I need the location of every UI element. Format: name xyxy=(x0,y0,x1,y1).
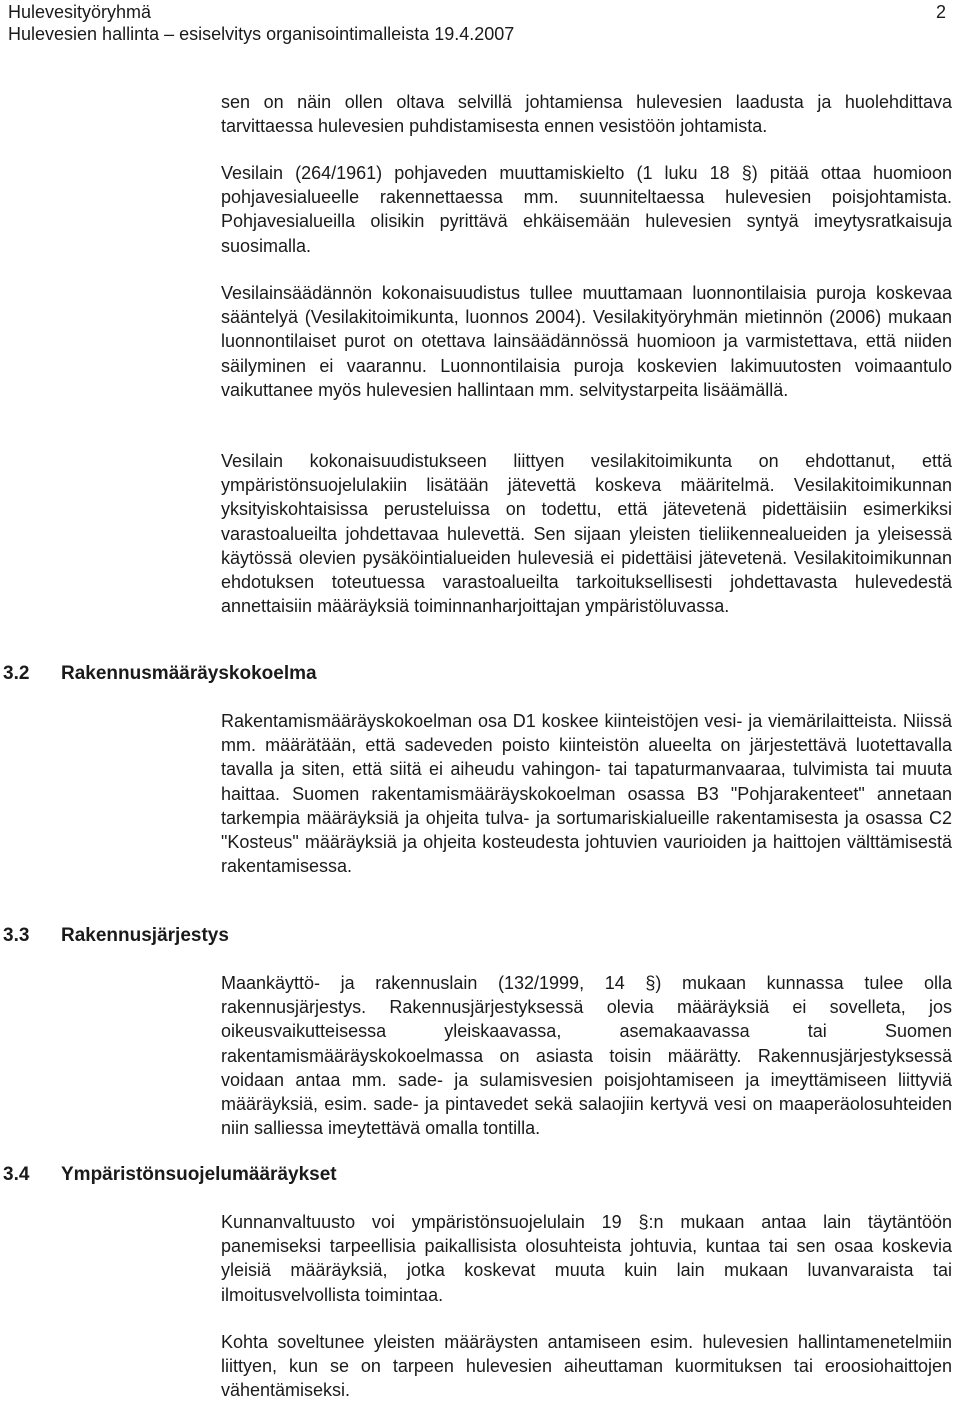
header-document-title: Hulevesien hallinta – esiselvitys organisointimalleista 19.4.2007 xyxy=(8,24,515,44)
paragraph-6: Maankäyttö- ja rakennuslain (132/1999, 14 §) mukaan kunnassa tulee olla rakennusjärjestys. Rakennusjärjestyksessä olevia määräyksiä ei sovelleta, jos oikeusvaikutteisessa yleiskaavassa, asemakaavassa tai Suomen rakentamismääräyskokoelmassa on asiasta toisin määrätty. Rakennusjärjestyksessä voidaan antaa mm. sade- ja sulamisvesien poisjohtamiseen ja imeyttämiseen liittyviä määräyksiä, esim. sade- ja pintavedet sekä salaojiin kertyvä vesi on maaperäolosuhteiden niin salliessa imeytettävä omalla tontilla. xyxy=(221,973,952,1139)
paragraph-5: Rakentamismääräyskokoelman osa D1 koskee kiinteistöjen vesi- ja viemärilaitteista. Niissä mm. määrätään, että sadeveden poisto kiinteistön alueelta on järjestettävä luotettavalla tavalla ja siten, että siitä ei aiheudu vahingon- tai tapaturmanvaaraa, tulvimista tai muuta haittaa. Suomen rakentamismääräyskokoelman osassa B3 "Pohjarakenteet" annetaan tarkempia määräyksiä ja ohjeita tulva- ja sortumariskialueille rakentamisesta ja osassa C2 "Kosteus" määräyksiä ja ohjeita kosteudesta johtuvien vaurioiden ja haittojen välttämisestä rakentamisessa. xyxy=(221,711,952,877)
section-number: 3.4 xyxy=(3,1164,30,1185)
paragraph-3: Vesilainsäädännön kokonaisuudistus tullee muuttamaan luonnontilaisia puroja koskevaa sääntelyä (Vesilakitoimikunta, luonnos 2004). Vesilakityöryhmän mietinnön (2006) mukaan luonnontilaiset purot on otettava lainsäädännössä huomioon ja varmistettava, että niiden säilyminen ei vaarannu. Luonnontilaisia puroja koskevien lakimuutosten voimaantulo vaikuttanee myös hulevesien hallintaan mm. selvitystarpeita lisäämällä. xyxy=(221,283,952,400)
section-heading-3-3 xyxy=(3,924,229,948)
paragraph-8: Kohta soveltunee yleisten määräysten antamiseen esim. hulevesien hallintamenetelmiin liittyen, kun se on tarpeen hulevesien aiheuttaman kuormituksen tai eroosiohaittojen vähentämiseksi. xyxy=(221,1332,952,1401)
section-title: Rakennusmääräyskokoelma xyxy=(61,663,317,684)
paragraph-1: sen on näin ollen oltava selvillä johtamiensa hulevesien laadusta ja huolehdittava tarvittaessa hulevesien puhdistamisesta ennen vesistöön johtamista. xyxy=(221,92,952,137)
section-number: 3.3 xyxy=(3,925,30,946)
paragraph-7: Kunnanvaltuusto voi ympäristönsuojelulain 19 §:n mukaan antaa lain täytäntöön panemiseksi tarpeellisia paikallisista olosuhteista johtuvia, kuntaa tai sen osaa koskevia yleisiä määräyksiä, jotka koskevat muuta kuin lain mukaan luvanvaraista tai ilmoitusvelvollista toimintaa. xyxy=(221,1212,952,1305)
paragraph-4: Vesilain kokonaisuudistukseen liittyen vesilakitoimikunta on ehdottanut, että ympäristönsuojelulakiin lisätään jätevettä koskeva määritelmä. Vesilakitoimikunnan yksityiskohtaisissa perusteluissa on todettu, että jätevetenä pidettäisiin esimerkiksi varastoalueilta johdettavaa hulevettä. Sen sijaan yleisten tieliikennealueiden ja yleisessä käytössä olevien pysäköintialueiden hulevesiä ei pidettäisi jätevetenä. Vesilakitoimikunnan ehdotuksen toteutuessa varastoalueilta tarkoituksellisesti johdettavasta hulevedestä annettaisiin määräyksiä toiminnanharjoittajan ympäristöluvassa. xyxy=(221,451,952,617)
section-heading-3-4 xyxy=(3,1163,337,1187)
section-title: Rakennusjärjestys xyxy=(61,925,229,946)
section-number: 3.2 xyxy=(3,663,30,684)
section-heading-3-2 xyxy=(3,662,317,686)
section-title: Ympäristönsuojelumääräykset xyxy=(61,1164,337,1185)
paragraph-2: Vesilain (264/1961) pohjaveden muuttamiskielto (1 luku 18 §) pitää ottaa huomioon pohjavesialueelle rakennettaessa mm. suunniteltaessa hulevesien poisjohtamista. Pohjavesialueilla olisikin pyrittävä ehkäisemään hulevesien syntyä imeytysratkaisuja suosimalla. xyxy=(221,163,952,256)
header-organization: Hulevesityöryhmä xyxy=(8,2,152,22)
page-number: 2 xyxy=(935,2,946,22)
